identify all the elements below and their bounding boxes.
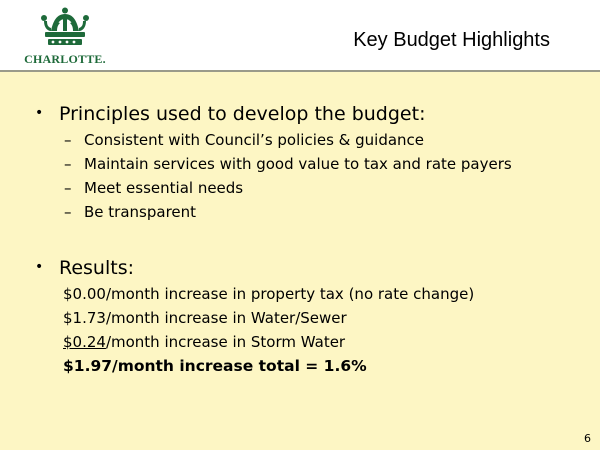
- bullet-dot: •: [35, 259, 44, 275]
- slide-title: Key Budget Highlights: [353, 29, 550, 51]
- header-divider: [0, 70, 600, 72]
- result-total: $1.97/month increase total = 1.6%: [63, 357, 367, 375]
- principle-item: [64, 155, 512, 173]
- principle-text: Consistent with Council’s policies & guidance: [84, 131, 425, 149]
- principle-item: [64, 179, 243, 197]
- results-heading: Results:: [59, 257, 135, 279]
- logo-wordmark: CHARLOTTE.: [24, 52, 106, 66]
- principle-item: [64, 203, 196, 221]
- bullet-dot: •: [35, 105, 44, 121]
- principle-text: Be transparent: [84, 203, 197, 221]
- principle-text: Meet essential needs: [84, 179, 244, 197]
- dash-marker: –: [64, 131, 72, 149]
- result-storm-water: [63, 333, 345, 351]
- charlotte-logo: [22, 7, 108, 65]
- results-bullet: [35, 257, 134, 279]
- result-property-tax: $0.00/month increase in property tax (no rate change): [63, 285, 475, 303]
- dash-marker: –: [64, 155, 72, 173]
- storm-water-amount: $0.24: [63, 333, 106, 351]
- principles-heading: Principles used to develop the budget:: [59, 103, 426, 125]
- storm-water-text: /month increase in Storm Water: [105, 333, 346, 351]
- principles-bullet: [35, 103, 425, 125]
- crown-logo-icon: [39, 7, 91, 49]
- dash-marker: –: [64, 179, 72, 197]
- dash-marker: –: [64, 203, 72, 221]
- principle-text: Maintain services with good value to tax and rate payers: [84, 155, 512, 173]
- principle-item: [64, 131, 424, 149]
- result-water-sewer: $1.73/month increase in Water/Sewer: [63, 309, 347, 327]
- slide-header: [0, 0, 600, 72]
- page-number: 6: [584, 432, 591, 445]
